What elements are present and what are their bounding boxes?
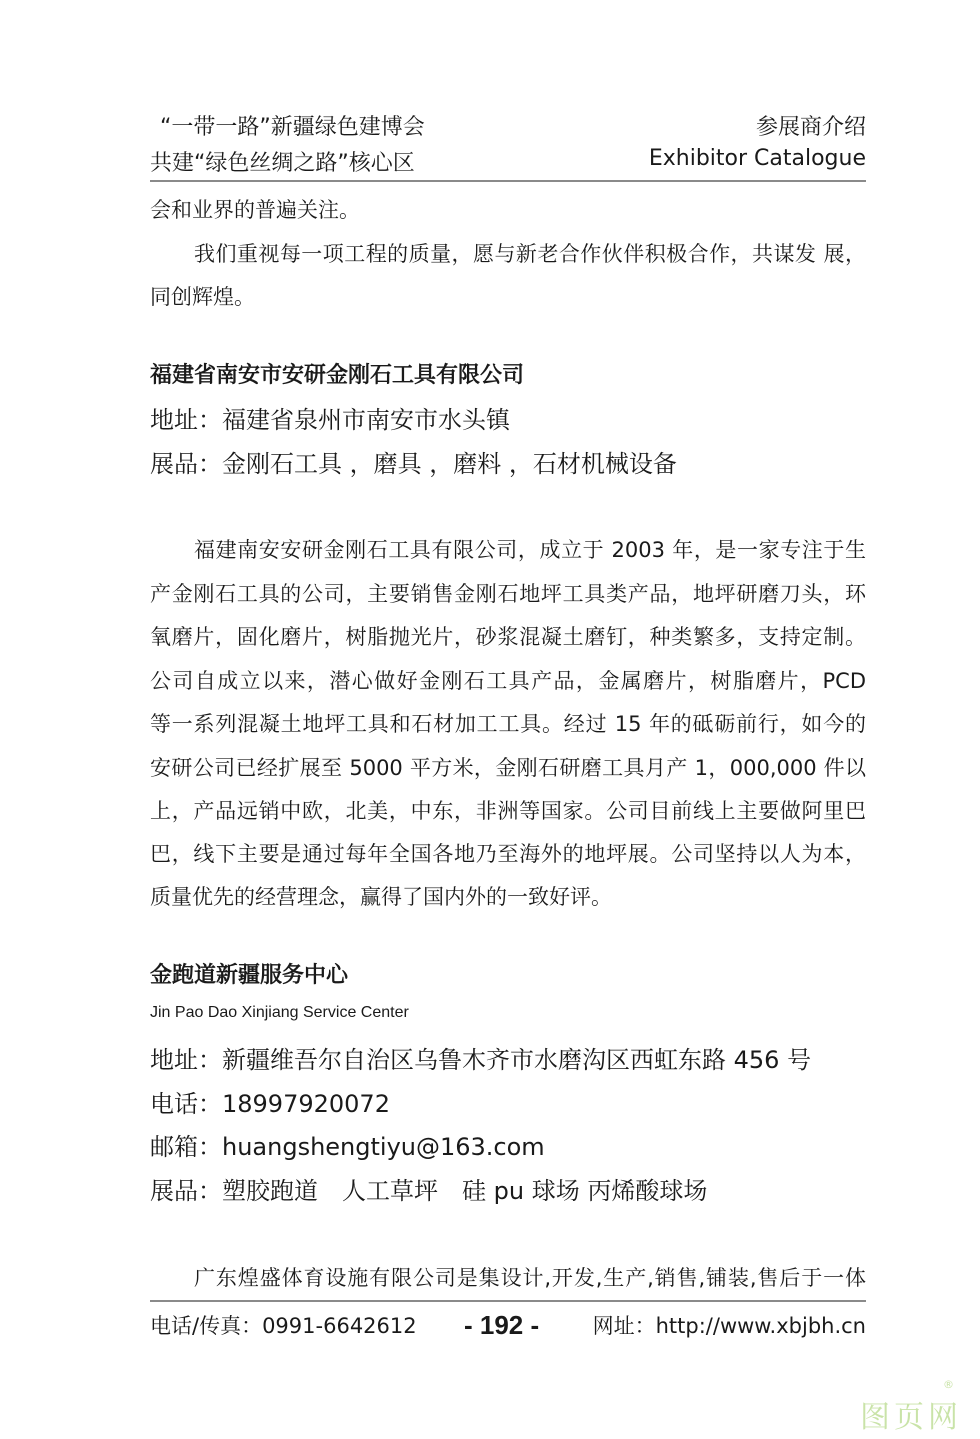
company1-desc-line: 质量优先的经营理念，赢得了国内外的一致好评。 xyxy=(150,885,612,909)
footer-divider xyxy=(150,1300,866,1302)
header-section-en: Exhibitor Catalogue xyxy=(648,146,866,171)
company1-desc-line: 公司自成立以来，潜心做好金刚石工具产品，金属磨片，树脂磨片，PCD xyxy=(150,669,866,693)
intro-paragraph-line1: 我们重视每一项工程的质量，愿与新老合作伙伴积极合作，共谋发 展， xyxy=(194,242,866,266)
company2-phone: 电话：18997920072 xyxy=(150,1090,390,1118)
header-title-line2: 共建“绿色丝绸之路”核心区 xyxy=(150,151,415,176)
company1-desc-line: 等一系列混凝土地坪工具和石材加工工具。经过 15 年的砥砺前行，如今的 xyxy=(150,712,866,736)
company2-email: 邮箱：huangshengtiyu@163.com xyxy=(150,1133,545,1161)
company2-name: 金跑道新疆服务中心 xyxy=(150,963,349,988)
company2-description: 广东煌盛体育设施有限公司是集设计,开发,生产,销售,铺装,售后于一体 xyxy=(194,1266,866,1290)
company1-address: 地址：福建省泉州市南安市水头镇 xyxy=(150,406,510,434)
company1-desc-line: 氧磨片，固化磨片，树脂抛光片，砂浆混凝土磨钉，种类繁多，支持定制。 xyxy=(150,625,866,649)
footer-website: 网址：http://www.xbjbh.cn xyxy=(592,1314,866,1338)
company2-address: 地址：新疆维吾尔自治区乌鲁木齐市水磨沟区西虹东路 456 号 xyxy=(150,1046,812,1074)
watermark-logo: 图页网 xyxy=(860,1400,962,1435)
company1-name: 福建省南安市安研金刚石工具有限公司 xyxy=(150,363,525,388)
intro-paragraph-line2: 同创辉煌。 xyxy=(150,285,255,309)
header-divider xyxy=(150,180,866,182)
company1-desc-line: 产金刚石工具的公司，主要销售金刚石地坪工具类产品，地坪研磨刀头，环 xyxy=(150,582,866,606)
watermark-registered-mark: ® xyxy=(943,1378,954,1391)
company1-desc-line: 巴，线下主要是通过每年全国各地乃至海外的地坪展。公司坚持以人为本， xyxy=(150,842,866,866)
company1-products: 展品：金刚石工具 ，磨具 ，磨料 ，石材机械设备 xyxy=(150,450,677,478)
company2-products: 展品：塑胶跑道 人工草坪 硅 pu 球场 丙烯酸球场 xyxy=(150,1177,708,1205)
company1-desc-line: 福建南安安研金刚石工具有限公司，成立于 2003 年，是一家专注于生 xyxy=(194,538,866,562)
company2-name-en: Jin Pao Dao Xinjiang Service Center xyxy=(150,1004,409,1021)
page-number: - 192 - xyxy=(464,1310,540,1340)
company1-desc-line: 上，产品远销中欧，北美，中东，非洲等国家。公司目前线上主要做阿里巴 xyxy=(150,799,866,823)
header-title-line1: “一带一路”新疆绿色建博会 xyxy=(160,115,425,140)
company1-desc-line: 安研公司已经扩展至 5000 平方米，金刚石研磨工具月产 1，000,000 件以 xyxy=(150,756,866,780)
intro-paragraph-tail: 会和业界的普遍关注。 xyxy=(150,198,360,222)
header-section-cn: 参展商介绍 xyxy=(755,115,866,140)
footer-contact: 电话/传真：0991-6642612 xyxy=(150,1314,417,1338)
